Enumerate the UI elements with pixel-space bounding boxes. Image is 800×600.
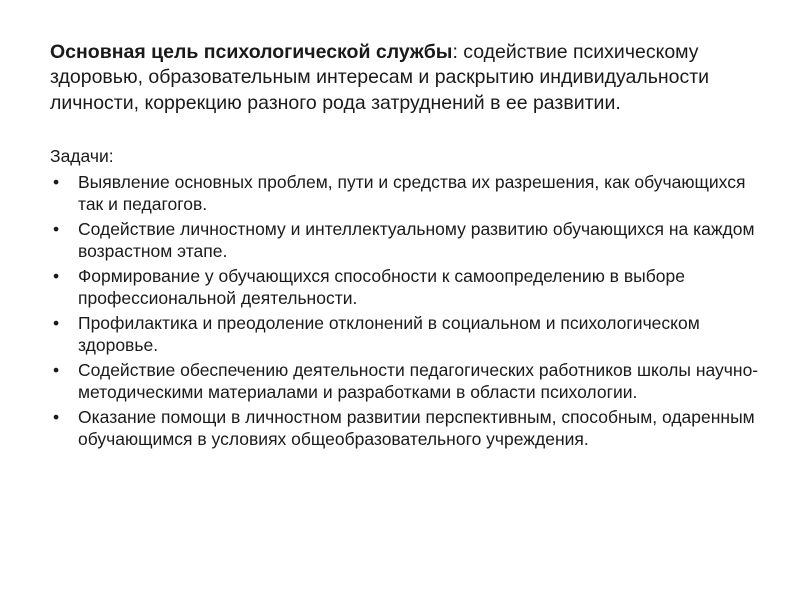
bullet-icon: • (53, 172, 60, 192)
bullet-icon: • (53, 313, 60, 333)
list-item (50, 406, 765, 450)
bullet-icon: • (53, 266, 60, 286)
tasks-list (50, 171, 765, 453)
bullet-icon: • (53, 360, 60, 380)
task-text: Формирование у обучающихся способности к самоопределению в выборе профессиональной деятельности. (78, 266, 685, 308)
list-item (50, 171, 765, 215)
task-text: Выявление основных проблем, пути и средства их разрешения, как обучающихся так и педагогов. (78, 172, 746, 214)
goal-paragraph (50, 40, 750, 117)
list-item (50, 218, 765, 262)
task-text: Содействие обеспечению деятельности педагогических работников школы научно-методическими материалами и разработками в области психологии. (78, 360, 759, 402)
goal-title: Основная цель психологической службы (50, 40, 453, 63)
goal-text: : содействие психическому здоровью, образовательным интересам и раскрытию индивидуальности личности, коррекцию разного рода затруднений в ее развитии. (50, 40, 710, 114)
list-item (50, 265, 765, 309)
task-text: Оказание помощи в личностном развитии перспективным, способным, одаренным обучающимся в условиях общеобразовательного учреждения. (78, 407, 755, 449)
bullet-icon: • (53, 407, 60, 427)
list-item (50, 359, 765, 403)
task-text: Профилактика и преодоление отклонений в социальном и психологическом здоровье. (78, 313, 700, 355)
list-item (50, 312, 765, 356)
tasks-heading: Задачи: (50, 146, 114, 166)
task-text: Содействие личностному и интеллектуальному развитию обучающихся на каждом возрастном этапе. (78, 219, 755, 261)
bullet-icon: • (53, 219, 60, 239)
